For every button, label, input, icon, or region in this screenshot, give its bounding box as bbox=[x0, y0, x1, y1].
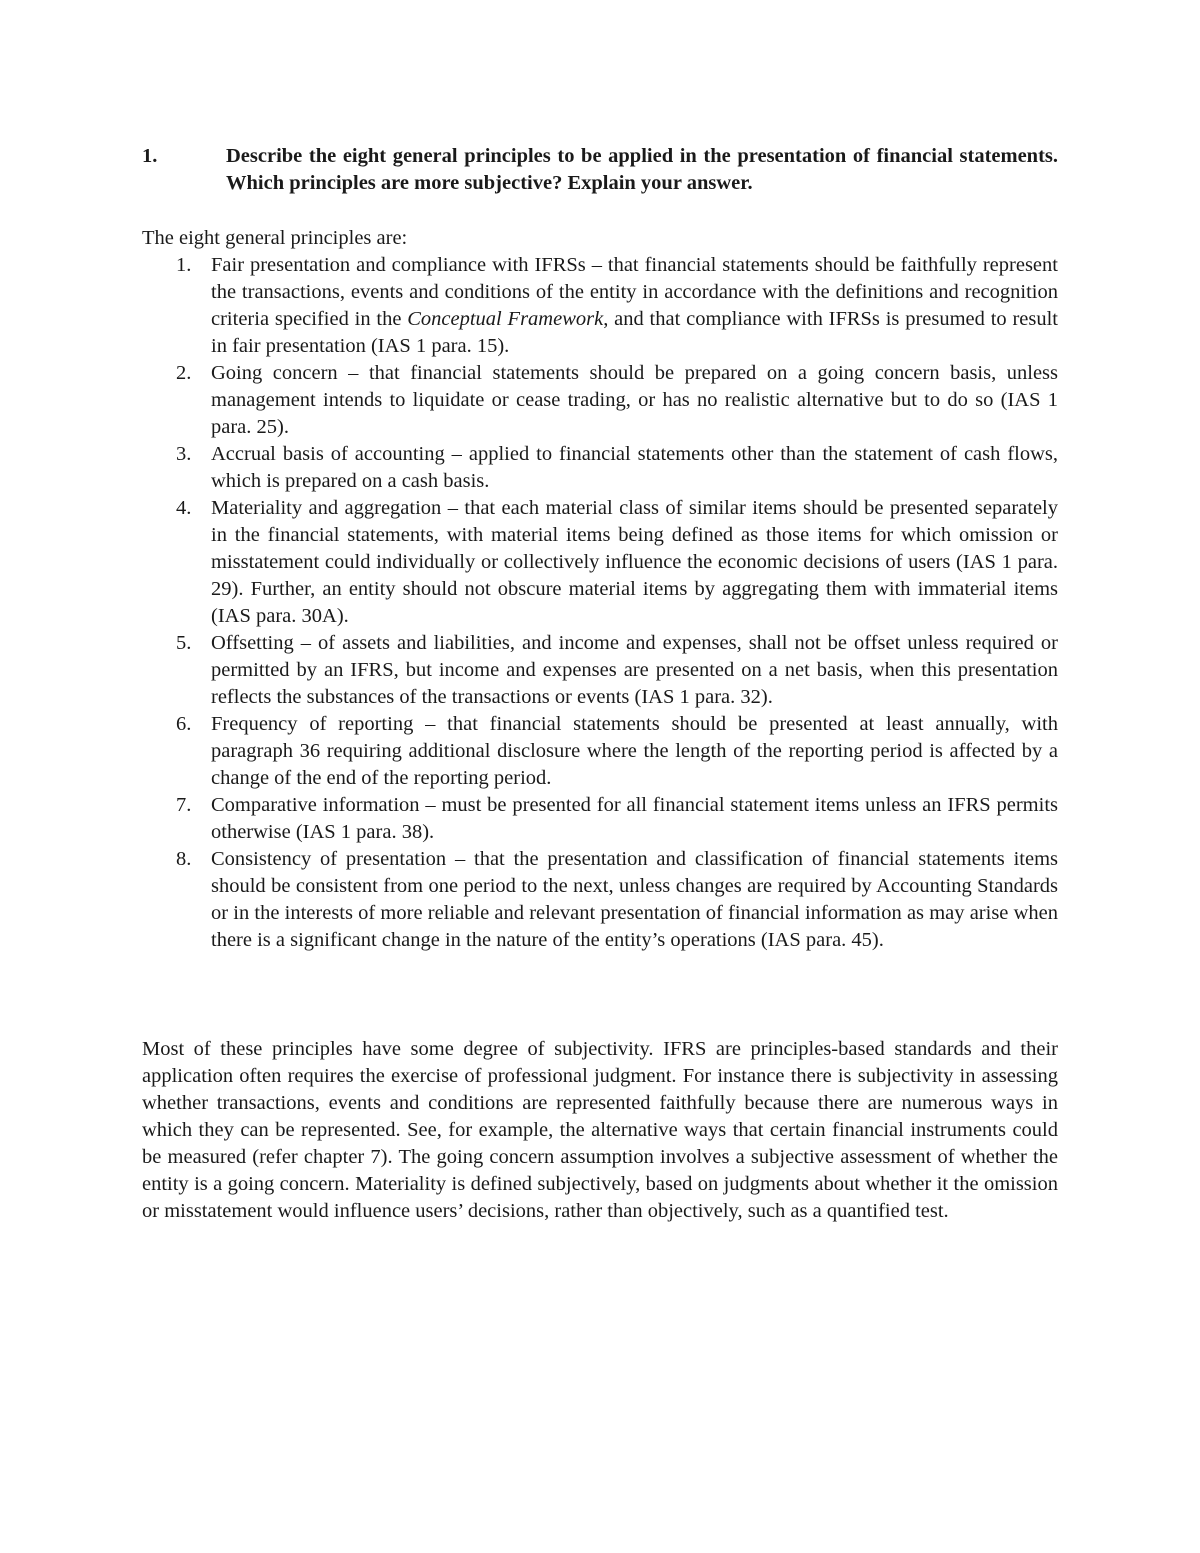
list-item bbox=[142, 360, 1058, 441]
list-item-number: 6. bbox=[176, 713, 192, 735]
principle-name: Comparative information bbox=[211, 794, 420, 816]
question-number: 1. bbox=[142, 145, 158, 167]
summary-paragraph: Most of these principles have some degree of subjectivity. IFRS are principles-based standards and their application often requires the exercise of professional judgment. For instance there is subjectivity in assessing whether transactions, events and conditions are represented faithfully because there are numerous ways in which they can be represented. See, for example, the alternative ways that certain financial instruments could be measured (refer chapter 7). The going concern assumption involves a subjective assessment of whether the entity is a going concern. Materiality is defined subjectively, based on judgments about whether it the omission or misstatement would influence users’ decisions, rather than objectively, such as a quantified test. bbox=[142, 1038, 1058, 1222]
principle-text: – that financial statements should be faithfully represent the transactions, events and conditions of the entity in accordance with the definitions and recognition criteria specified in the bbox=[211, 254, 1058, 330]
principle-name: Frequency of reporting bbox=[211, 713, 414, 735]
principle-name: Offsetting bbox=[211, 632, 294, 654]
principle-text: – that each material class of similar items should be presented separately in the financial statements, with material items being defined as those items for which omission or misstatement could individually or collectively influence the economic decisions of users (IAS 1 para. 29). Further, an entity should not obscure material items by aggregating them with immaterial items (IAS para. 30A). bbox=[211, 497, 1058, 627]
list-item bbox=[142, 495, 1058, 630]
list-item-number: 3. bbox=[176, 443, 192, 465]
principle-text: – applied to financial statements other than the statement of cash flows, which is prepared on a cash basis. bbox=[211, 443, 1058, 492]
principle-name: Going concern bbox=[211, 362, 338, 384]
principle-name: Fair presentation and compliance with IFRSs bbox=[211, 254, 586, 276]
list-item bbox=[142, 630, 1058, 711]
list-item-number: 8. bbox=[176, 848, 192, 870]
principle-text: – that the presentation and classification of financial statements items should be consistent from one period to the next, unless changes are required by Accounting Standards or in the interests of more reliable and relevant presentation of financial information as may arise when there is a significant change in the nature of the entity’s operations (IAS para. 45). bbox=[211, 848, 1058, 951]
principle-text: – of assets and liabilities, and income and expenses, shall not be offset unless required or permitted by an IFRS, but income and expenses are presented on a net basis, when this presentation reflects the substances of the transactions or events (IAS 1 para. 32). bbox=[211, 632, 1058, 708]
list-item bbox=[142, 792, 1058, 846]
question-heading bbox=[142, 143, 1058, 197]
list-item-number: 1. bbox=[176, 254, 192, 276]
principle-name: Materiality and aggregation bbox=[211, 497, 442, 519]
principle-text: – that financial statements should be presented at least annually, with paragraph 36 requiring additional disclosure where the length of the reporting period is affected by a change of the end of the reporting period. bbox=[211, 713, 1058, 789]
principle-text-after: , and that compliance with IFRSs is presumed to result in fair presentation (IAS 1 para. 15). bbox=[211, 308, 1058, 357]
list-item-number: 5. bbox=[176, 632, 192, 654]
question-text: Describe the eight general principles to be applied in the presentation of financial statements. Which principles are more subjective? Explain your answer. bbox=[226, 145, 1058, 194]
list-item-number: 2. bbox=[176, 362, 192, 384]
principle-text: – that financial statements should be prepared on a going concern basis, unless management intends to liquidate or cease trading, or has no realistic alternative but to do so (IAS 1 para. 25). bbox=[211, 362, 1059, 438]
principle-name: Consistency of presentation bbox=[211, 848, 447, 870]
intro-text: The eight general principles are: bbox=[142, 227, 408, 249]
list-item-number: 7. bbox=[176, 794, 192, 816]
list-item bbox=[142, 252, 1058, 360]
principle-name: Accrual basis of accounting bbox=[211, 443, 445, 465]
principles-list bbox=[142, 252, 1058, 954]
list-item bbox=[142, 711, 1058, 792]
principle-italic-text: Conceptual Framework bbox=[407, 308, 604, 330]
list-item bbox=[142, 441, 1058, 495]
principle-text: – must be presented for all financial statement items unless an IFRS permits otherwise (IAS 1 para. 38). bbox=[211, 794, 1058, 843]
list-item-number: 4. bbox=[176, 497, 192, 519]
list-item bbox=[142, 846, 1058, 954]
